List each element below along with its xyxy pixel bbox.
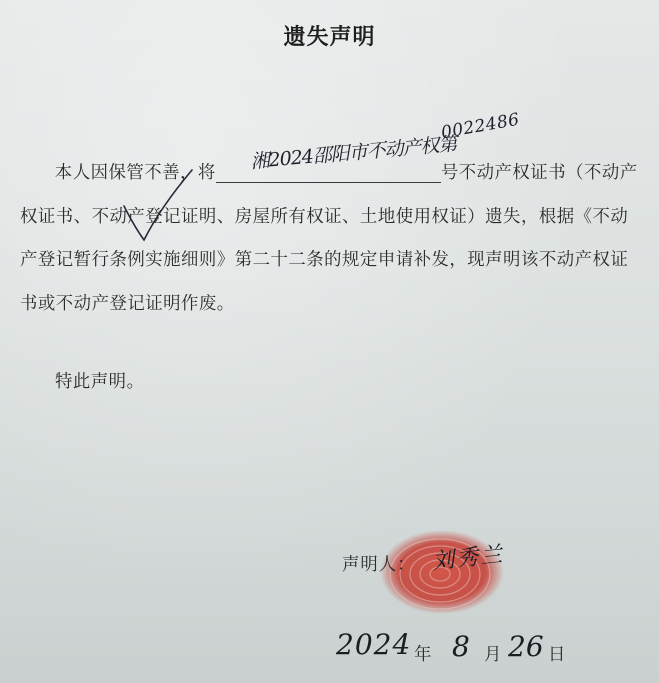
signing-date (336, 628, 596, 668)
declaration-rest: 书（不动产权证书、不动产登记证明、房屋所有权证、土地使用权证）遗失，根据《不动产登记暂行条例实施细则》第二十二条的规定申请补发，现声明该不动产权证书或不动产登记证明作废。 (20, 163, 638, 314)
handwritten-signature: 刘秀兰 (431, 542, 506, 575)
line1-prefix: 本人因保管不善，将 (54, 163, 216, 183)
handwritten-day: 26 (508, 630, 544, 663)
day-label: 日 (548, 645, 566, 665)
line1-suffix: 号不动产权证 (440, 163, 549, 183)
closing-statement: 特此声明。 (55, 372, 145, 392)
checkmark-icon (120, 168, 200, 248)
year-label: 年 (414, 645, 432, 665)
declaration-body (20, 109, 640, 326)
month-label: 月 (484, 645, 502, 665)
handwritten-month: 8 (452, 630, 470, 663)
handwritten-certificate-number: 0022486 (439, 109, 521, 144)
document-title: 遗失声明 (283, 25, 376, 50)
handwritten-certificate-text: 湘2024邵阳市不动产权第 (249, 133, 458, 174)
declarant-label: 声明人： (342, 555, 416, 575)
declaration-paragraph (20, 109, 640, 326)
handwritten-year: 2024 (336, 628, 412, 661)
